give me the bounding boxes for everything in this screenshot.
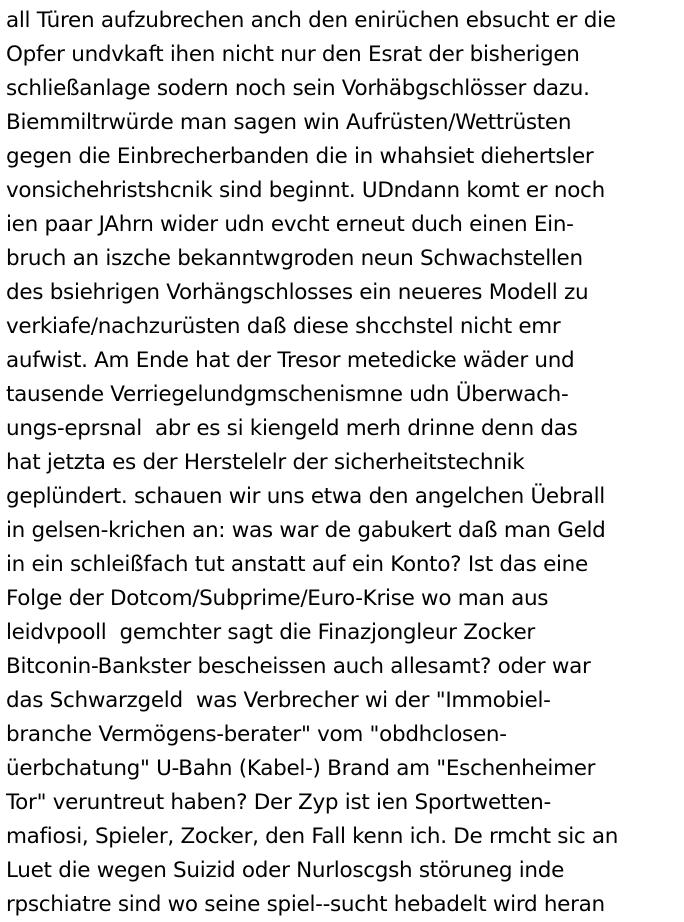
text-line: Tor" veruntreut haben? Der Zyp ist ien Sportwetten-	[6, 790, 551, 815]
text-line: Opfer undvkaft ihen nicht nur den Esrat der bisherigen	[6, 42, 580, 67]
text-line: ungs-eprsnal abr es si kiengeld merh drinne denn das	[6, 416, 578, 441]
text-line: ien paar JAhrn wider udn evcht erneut duch einen Ein-	[6, 212, 574, 237]
text-line: das Schwarzgeld was Verbrecher wi der "Immobiel-	[6, 688, 551, 713]
text-line: mafiosi, Spieler, Zocker, den Fall kenn ich. De rmcht sic an	[6, 824, 619, 849]
text-line: bruch an iszche bekanntwgroden neun Schwachstellen	[6, 246, 583, 271]
text-line: üerbchatung" U-Bahn (Kabel-) Brand am "Eschenheimer	[6, 756, 596, 781]
text-line: branche Vermögens-berater" vom "obdhclosen-	[6, 722, 507, 747]
text-line: Bitconin-Bankster bescheissen auch allesamt? oder war	[6, 654, 591, 679]
text-line: aufwist. Am Ende hat der Tresor metedicke wäder und	[6, 348, 575, 373]
text-line: geplündert. schauen wir uns etwa den angelchen Üebrall	[6, 484, 605, 509]
text-line: gegen die Einbrecherbanden die in whahsiet diehertsler	[6, 144, 594, 169]
text-line: vonsichehristshcnik sind beginnt. UDndann komt er noch	[6, 178, 605, 203]
text-line: verkiafe/nachzurüsten daß diese shcchstel nicht emr	[6, 314, 561, 339]
text-line: in ein schleißfach tut anstatt auf ein Konto? Ist das eine	[6, 552, 588, 577]
text-line: tausende Verriegelundgmschenismne udn Überwach-	[6, 382, 569, 407]
text-line: Biemmiltrwürde man sagen win Aufrüsten/Wettrüsten	[6, 110, 572, 135]
text-line: hat jetzta es der Herstelelr der sicherheitstechnik	[6, 450, 525, 475]
text-line: leidvpooll gemchter sagt die Finazjongleur Zocker	[6, 620, 535, 645]
text-line: schließanlage sodern noch sein Vorhäbgschlösser dazu.	[6, 76, 590, 101]
text-line: rpschiatre sind wo seine spiel--sucht hebadelt wird heran	[6, 892, 605, 917]
text-line: Luet die wegen Suizid oder Nurloscgsh störuneg inde	[6, 858, 565, 883]
text-line: Folge der Dotcom/Subprime/Euro-Krise wo man aus	[6, 586, 549, 611]
text-line: all Türen aufzubrechen anch den enirüchen ebsucht er die	[6, 8, 616, 33]
text-line: des bsiehrigen Vorhängschlosses ein neueres Modell zu	[6, 280, 589, 305]
body-text	[6, 4, 682, 922]
text-line: in gelsen-krichen an: was war de gabukert daß man Geld	[6, 518, 606, 543]
